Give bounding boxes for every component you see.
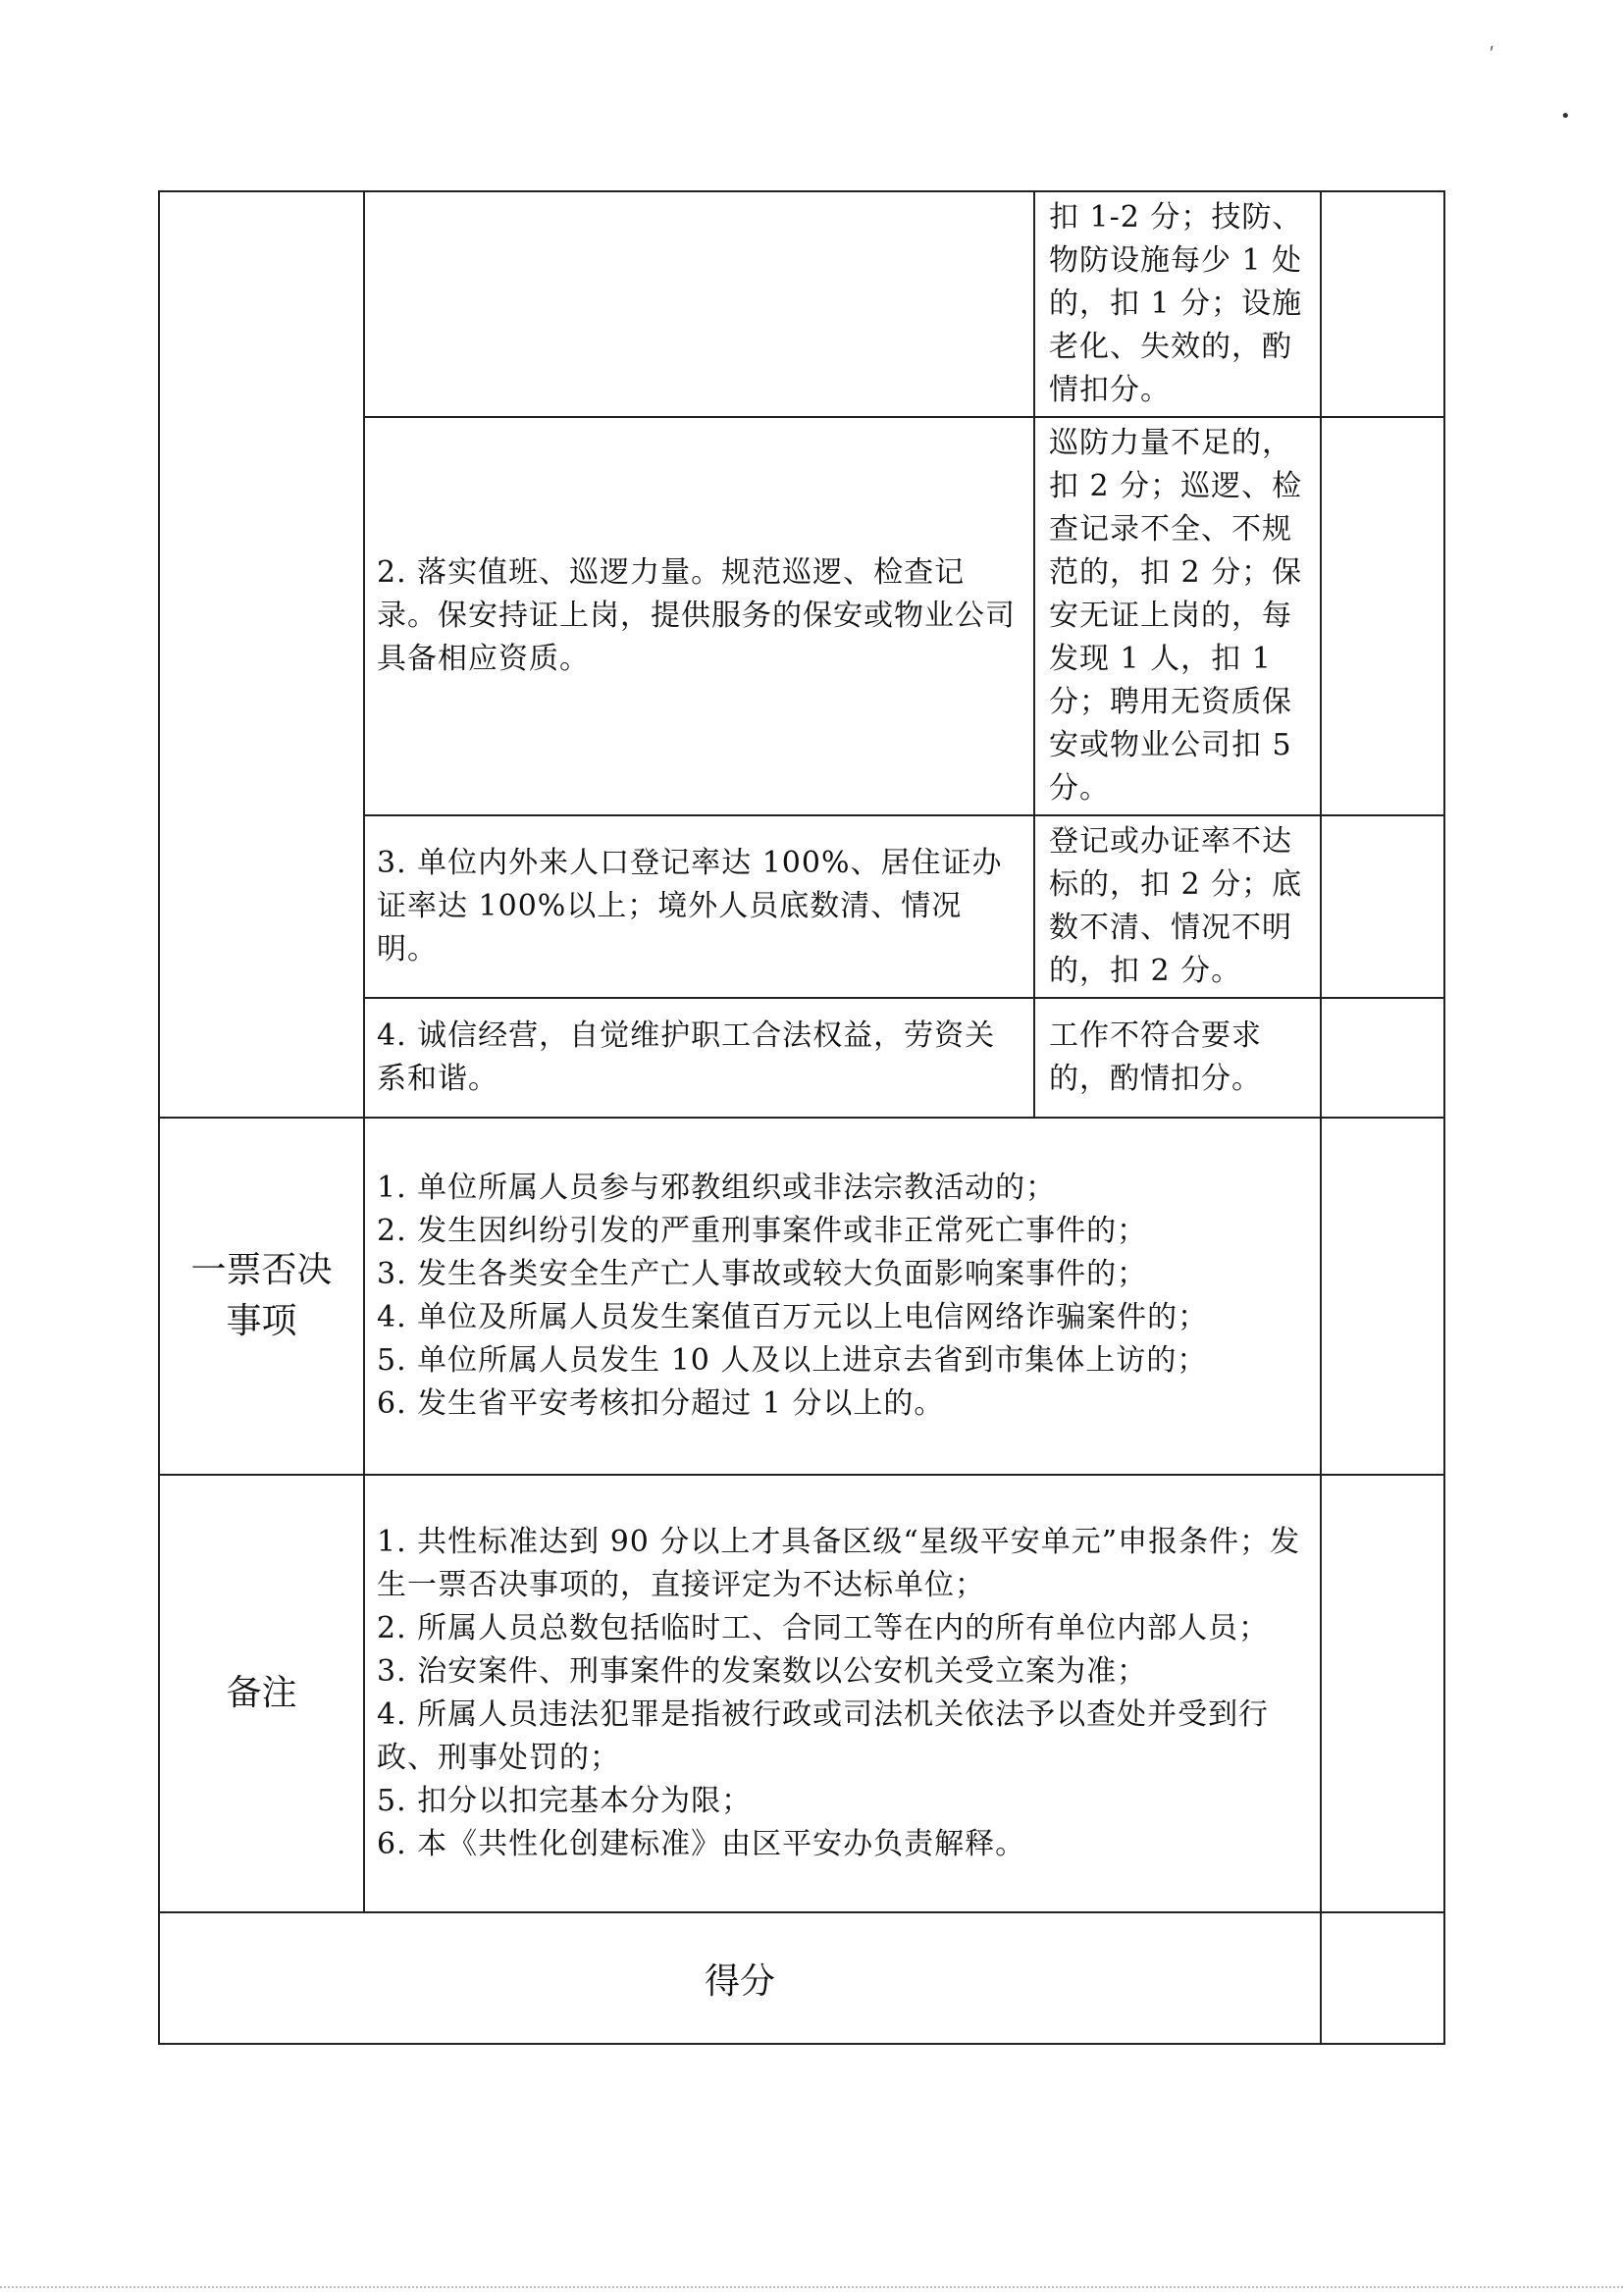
requirement-cell	[364, 998, 1034, 1118]
deduction-text: 扣 1-2 分；技防、物防设施每少 1 处的，扣 1 分；设施老化、失效的，酌情扣分。	[1049, 200, 1303, 407]
notes-row	[159, 1475, 1444, 1912]
deduction-cell	[1034, 998, 1321, 1118]
scan-dot: •	[1560, 106, 1571, 127]
note-item: 2. 所属人员总数包括临时工、合同工等在内的所有单位内部人员；	[377, 1611, 1270, 1645]
notes-label: 备注	[226, 1673, 297, 1713]
veto-item: 4. 单位及所属人员发生案值百万元以上电信网络诈骗案件的；	[377, 1300, 1209, 1334]
score-cell	[1321, 998, 1444, 1118]
veto-list	[365, 1163, 1320, 1430]
criteria-table	[158, 190, 1445, 2045]
score-cell	[1321, 417, 1444, 815]
note-item: 3. 治安案件、刑事案件的发案数以公安机关受立案为准；	[377, 1654, 1148, 1689]
score-cell	[1321, 1118, 1444, 1475]
note-item: 6. 本《共性化创建标准》由区平安办负责解释。	[377, 1827, 1026, 1861]
notes-label-cell	[159, 1475, 364, 1912]
total-score-value-cell	[1321, 1912, 1444, 2044]
requirement-cell	[364, 417, 1034, 815]
scan-edge-line	[0, 2286, 1623, 2288]
veto-item: 5. 单位所属人员发生 10 人及以上进京去省到市集体上访的；	[377, 1343, 1208, 1378]
requirement-cell	[364, 191, 1034, 417]
category-cell	[159, 191, 364, 1118]
deduction-cell	[1034, 191, 1321, 417]
veto-label: 一票否决事项	[190, 1250, 333, 1341]
requirement-text	[365, 300, 1033, 308]
veto-row	[159, 1118, 1444, 1475]
notes-content-cell	[364, 1475, 1321, 1912]
total-score-row	[159, 1912, 1444, 2044]
score-cell	[1321, 191, 1444, 417]
deduction-cell	[1034, 417, 1321, 815]
veto-label-cell	[159, 1118, 364, 1475]
deduction-text: 登记或办证率不达标的，扣 2 分；底数不清、情况不明的，扣 2 分。	[1049, 824, 1303, 988]
requirement-text: 4. 诚信经营，自觉维护职工合法权益，劳资关系和谐。	[377, 1018, 996, 1096]
deduction-text: 巡防力量不足的，扣 2 分；巡逻、检查记录不全、不规范的，扣 2 分；保安无证上岗的，每发现 1 人，扣 1 分；聘用无资质保安或物业公司扣 5 分。	[1049, 426, 1303, 806]
veto-item: 3. 发生各类安全生产亡人事故或较大负面影响案事件的；	[377, 1257, 1148, 1291]
requirement-cell	[364, 815, 1034, 998]
score-cell	[1321, 815, 1444, 998]
veto-item: 6. 发生省平安考核扣分超过 1 分以上的。	[377, 1386, 945, 1421]
deduction-text: 工作不符合要求的，酌情扣分。	[1049, 1018, 1262, 1096]
note-item: 5. 扣分以扣完基本分为限；	[377, 1784, 753, 1818]
table-row	[159, 191, 1444, 417]
requirement-text: 2. 落实值班、巡逻力量。规范巡逻、检查记录。保安持证上岗，提供服务的保安或物业公司具备相应资质。	[377, 555, 1016, 676]
total-score-label-cell	[159, 1912, 1321, 2044]
veto-content-cell	[364, 1118, 1321, 1475]
total-score-label: 得分	[704, 1960, 775, 2002]
scan-mark: ˊ	[1484, 42, 1505, 68]
notes-list	[365, 1517, 1320, 1870]
deduction-cell	[1034, 815, 1321, 998]
note-item: 4. 所属人员违法犯罪是指被行政或司法机关依法予以查处并受到行政、刑事处罚的；	[377, 1697, 1270, 1775]
note-item: 1. 共性标准达到 90 分以上才具备区级“星级平安单元”申报条件；发生一票否决事项的，直接评定为不达标单位；	[377, 1525, 1301, 1602]
veto-item: 2. 发生因纠纷引发的严重刑事案件或非正常死亡事件的；	[377, 1214, 1148, 1248]
requirement-text: 3. 单位内外来人口登记率达 100%、居住证办证率达 100%以上；境外人员底数清、情况明。	[377, 846, 1003, 966]
veto-item: 1. 单位所属人员参与邪教组织或非法宗教活动的；	[377, 1171, 1057, 1205]
score-cell	[1321, 1475, 1444, 1912]
